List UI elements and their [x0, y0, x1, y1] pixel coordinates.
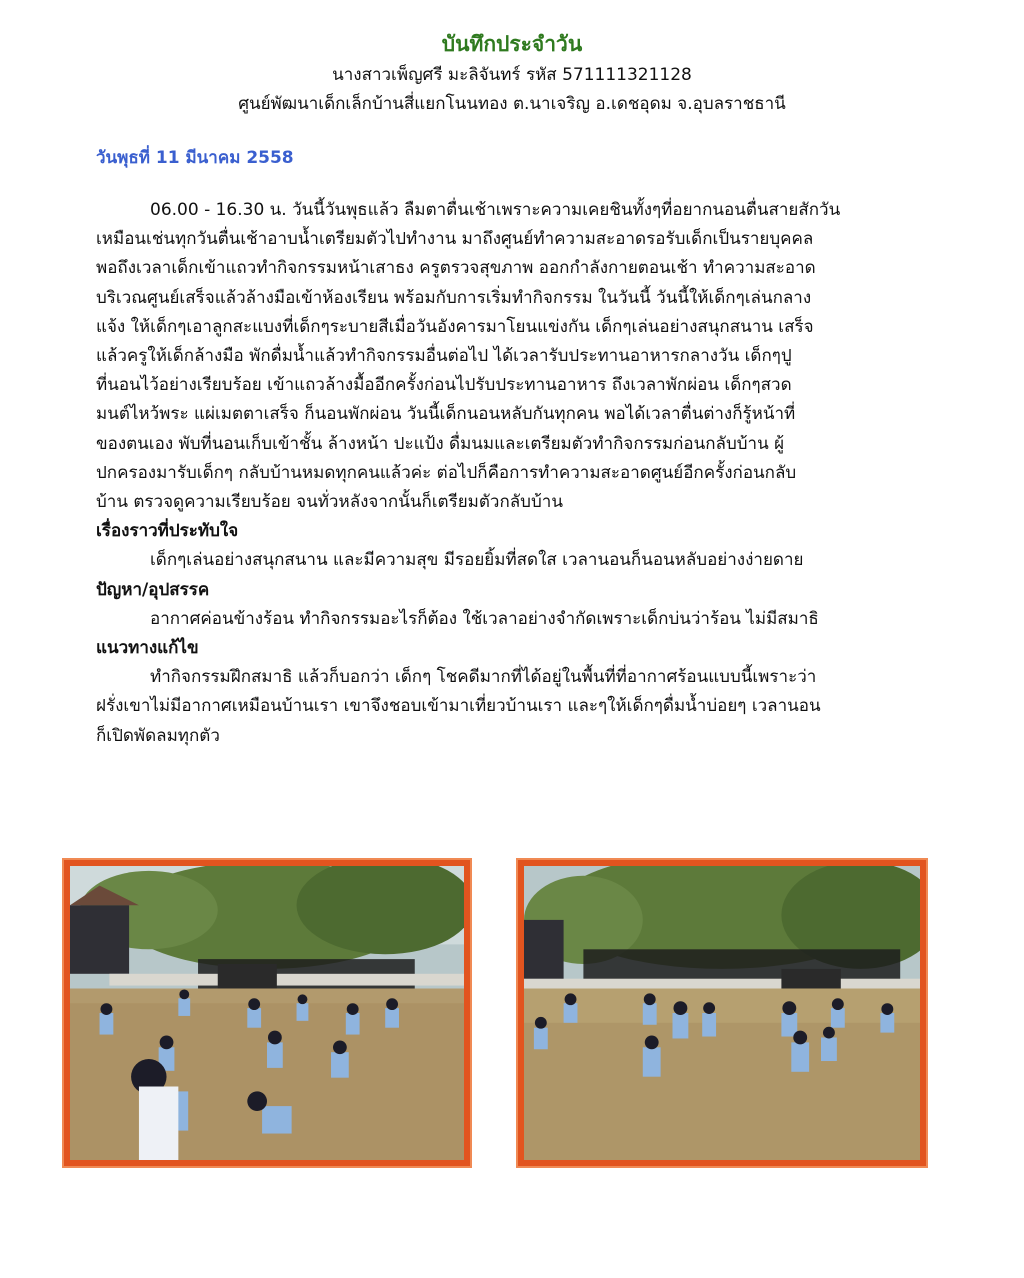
intro-line: บ้าน ตรวจดูความเรียบร้อย จนทั่วหลังจากนั้นก็เตรียมตัวกลับบ้าน	[96, 492, 563, 513]
document-title: บันทึกประจำวัน	[441, 32, 583, 56]
solution-line: ทำกิจกรรมฝึกสมาธิ แล้วก็บอกว่า เด็กๆ โชคดีมากที่ได้อยู่ในพื้นที่ที่อากาศร้อนแบบนี้เพราะว่า	[150, 667, 817, 688]
solution-line: ก็เปิดพัดลมทุกตัว	[96, 725, 220, 746]
intro-line: ที่นอนไว้อย่างเรียบร้อย เข้าแถวล้างมื้ออีกครั้งก่อนไปรับประทานอาหาร ถึงเวลาพักผ่อน เด็กๆสวด	[96, 375, 792, 396]
intro-line: ปกครองมารับเด็กๆ กลับบ้านหมดทุกคนแล้วค่ะ ต่อไปก็คือการทำความสะอาดศูนย์อีกครั้งก่อนกลับ	[96, 462, 797, 483]
intro-line: พอถึงเวลาเด็กเข้าแถวทำกิจกรรมหน้าเสาธง ครูตรวจสุขภาพ ออกกำลังกายตอนเช้า ทำความสะอาด	[96, 258, 816, 279]
intro-line: 06.00 - 16.30 น. วันนี้วันพุธแล้ว ลืมตาตื่นเช้าเพราะความเคยชินทั้งๆที่อยากนอนตื่นสายสักวัน	[150, 200, 841, 220]
problem-text: อากาศค่อนข้างร้อน ทำกิจกรรมอะไรก็ต้อง ใช้เวลาอย่างจำกัดเพราะเด็กบ่นว่าร้อน ไม่มีสมาธิ	[150, 608, 819, 629]
intro-line: แล้วครูให้เด็กล้างมือ พักดื่มน้ำแล้วทำกิจกรรมอื่นต่อไป ได้เวลารับประทานอาหารกลางวัน เด็กๆปู	[96, 346, 792, 367]
diary-body	[96, 196, 936, 751]
photo-children-playing-right-image	[524, 866, 920, 1160]
photo-children-playing-left-image	[70, 866, 464, 1160]
photo-children-playing-left	[64, 860, 470, 1166]
impression-text: เด็กๆเล่นอย่างสนุกสนาน และมีความสุข มีรอยยิ้มที่สดใส เวลานอนก็นอนหลับอย่างง่ายดาย	[150, 550, 804, 571]
problem-heading: ปัญหา/อุปสรรค	[96, 579, 210, 600]
impression-heading: เรื่องราวที่ประทับใจ	[96, 521, 239, 542]
intro-line: เหมือนเช่นทุกวันตื่นเช้าอาบน้ำเตรียมตัวไปทำงาน มาถึงศูนย์ทำความสะอาดรอรับเด็กเป็นรายบุคคล	[96, 229, 814, 250]
solution-line: ฝรั่งเขาไม่มีอากาศเหมือนบ้านเรา เขาจึงชอบเข้ามาเที่ยวบ้านเรา และๆให้เด็กๆดื่มน้ำบ่อยๆ เวลานอน	[96, 696, 821, 717]
intro-line: แจ้ง ให้เด็กๆเอาลูกสะแบงที่เด็กๆระบายสีเมื่อวันอังคารมาโยนแข่งกัน เด็กๆเล่นอย่างสนุกสนาน เสร็จ	[96, 316, 814, 337]
school-line: ศูนย์พัฒนาเด็กเล็กบ้านสี่แยกโนนทอง ต.นาเจริญ อ.เดชอุดม จ.อุบลราชธานี	[238, 94, 786, 114]
solution-heading: แนวทางแก้ไข	[96, 638, 199, 659]
author-line: นางสาวเพ็ญศรี มะลิจันทร์ รหัส 571111321128	[332, 65, 692, 85]
intro-line: มนต์ไหว้พระ แผ่เมตตาเสร็จ ก็นอนพักผ่อน วันนี้เด็กนอนหลับกันทุกคน พอได้เวลาตื่นต่างก็รู้หน้าที่	[96, 404, 796, 425]
photo-children-playing-right	[518, 860, 926, 1166]
intro-line: ของตนเอง พับที่นอนเก็บเข้าชั้น ล้างหน้า ปะแป้ง ดื่มนมและเตรียมตัวทำกิจกรรมก่อนกลับบ้าน ผู้	[96, 433, 785, 454]
entry-date: วันพุธที่ 11 มีนาคม 2558	[96, 148, 294, 168]
intro-line: บริเวณศูนย์เสร็จแล้วล้างมือเข้าห้องเรียน พร้อมกับการเริ่มทำกิจกรรม ในวันนี้ วันนี้ให้เด็กๆเล่นกลาง	[96, 287, 812, 308]
